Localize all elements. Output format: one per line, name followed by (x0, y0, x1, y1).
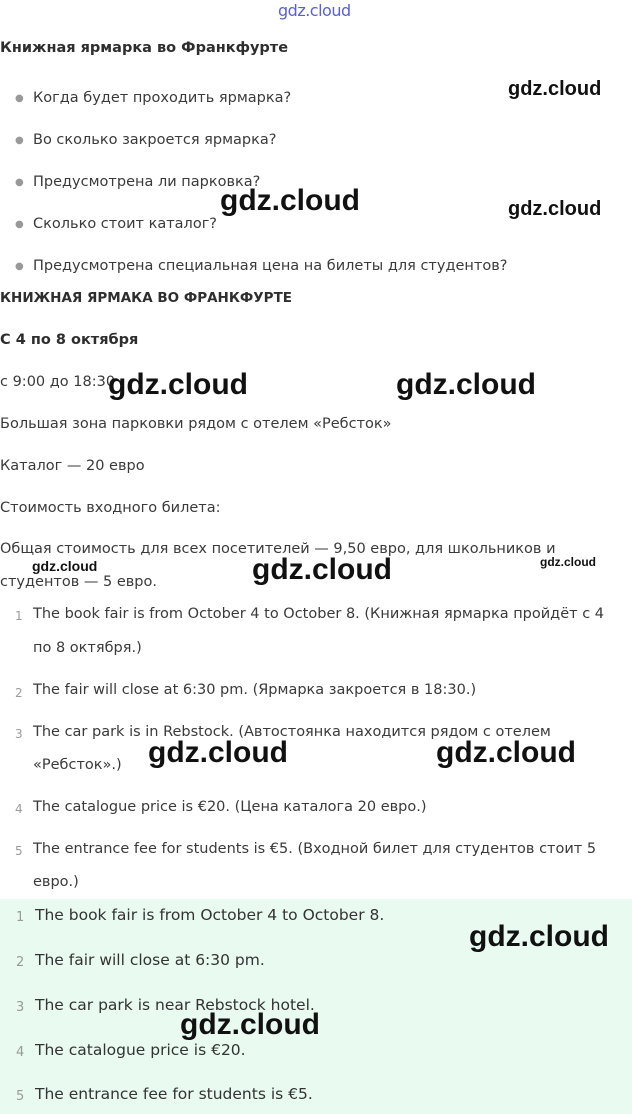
ad-catalogue: Каталог — 20 евро (0, 458, 145, 474)
watermark: gdz.cloud (396, 368, 536, 401)
question-item: Предусмотрена специальная цена на билеты для студентов? (33, 258, 508, 274)
bullet-icon: ● (15, 177, 24, 188)
question-item: Во сколько закроется ярмарка? (33, 132, 277, 148)
ad-parking: Большая зона парковки рядом с отелем «Ребсток» (0, 416, 392, 432)
watermark: gdz.cloud (252, 553, 392, 586)
ad-ticket-price: Общая стоимость для всех посетителей — 9,50 евро, для школьников и (0, 541, 556, 557)
final-answer-text: The entrance fee for students is €5. (35, 1085, 313, 1103)
answer-text-cont: евро.) (33, 874, 79, 890)
watermark: gdz.cloud (32, 558, 98, 574)
final-answer-number: 4 (16, 1045, 25, 1060)
watermark: gdz.cloud (220, 184, 360, 217)
answer-text-cont: «Ребсток».) (33, 757, 122, 773)
ad-title: КНИЖНАЯ ЯРМАКА ВО ФРАНКФУРТЕ (0, 290, 293, 306)
question-item: Предусмотрена ли парковка? (33, 174, 261, 190)
question-item: Когда будет проходить ярмарка? (33, 90, 292, 106)
watermark: gdz.cloud (508, 198, 602, 220)
answer-text: The book fair is from October 4 to October 8. (Книжная ярмарка пройдёт с 4 (33, 606, 604, 622)
answer-text: The catalogue price is €20. (Цена каталога 20 евро.) (33, 799, 427, 815)
answer-number: 5 (15, 844, 23, 858)
bullet-icon: ● (15, 219, 24, 230)
bullet-icon: ● (15, 135, 24, 146)
final-answer-text: The car park is near Rebstock hotel. (35, 996, 315, 1014)
site-logo[interactable]: gdz.cloud (278, 1, 351, 20)
watermark: gdz.cloud (108, 368, 248, 401)
answer-text: The fair will close at 6:30 pm. (Ярмарка закроется в 18:30.) (33, 682, 477, 698)
ad-dates: С 4 по 8 октября (0, 332, 139, 348)
ad-ticket-price-cont: студентов — 5 евро. (0, 574, 157, 590)
answer-number: 2 (15, 686, 23, 700)
watermark: gdz.cloud (180, 1008, 320, 1041)
watermark: gdz.cloud (148, 736, 288, 769)
final-answer-text: The fair will close at 6:30 pm. (35, 951, 265, 969)
answer-text: The car park is in Rebstock. (Автостоянка находится рядом с отелем (33, 724, 551, 740)
final-answer-text: The book fair is from October 4 to October 8. (35, 906, 385, 924)
answer-text-cont: по 8 октября.) (33, 640, 142, 656)
questions-title: Книжная ярмарка во Франкфурте (0, 40, 289, 56)
ad-hours: с 9:00 до 18:30 (0, 374, 116, 390)
final-answer-text: The catalogue price is €20. (35, 1041, 246, 1059)
final-answer-number: 2 (16, 955, 25, 970)
answer-number: 4 (15, 802, 23, 816)
answer-text: The entrance fee for students is €5. (Входной билет для студентов стоит 5 (33, 841, 597, 857)
final-answer-number: 3 (16, 1000, 25, 1015)
watermark: gdz.cloud (469, 920, 609, 953)
bullet-icon: ● (15, 93, 24, 104)
question-item: Сколько стоит каталог? (33, 216, 218, 232)
answer-number: 3 (15, 727, 23, 741)
watermark: gdz.cloud (436, 736, 576, 769)
final-answer-number: 5 (16, 1089, 25, 1104)
answer-number: 1 (15, 609, 23, 623)
ad-ticket-label: Стоимость входного билета: (0, 500, 221, 516)
watermark: gdz.cloud (540, 555, 596, 569)
watermark: gdz.cloud (508, 78, 602, 100)
bullet-icon: ● (15, 261, 24, 272)
final-answer-number: 1 (16, 910, 25, 925)
